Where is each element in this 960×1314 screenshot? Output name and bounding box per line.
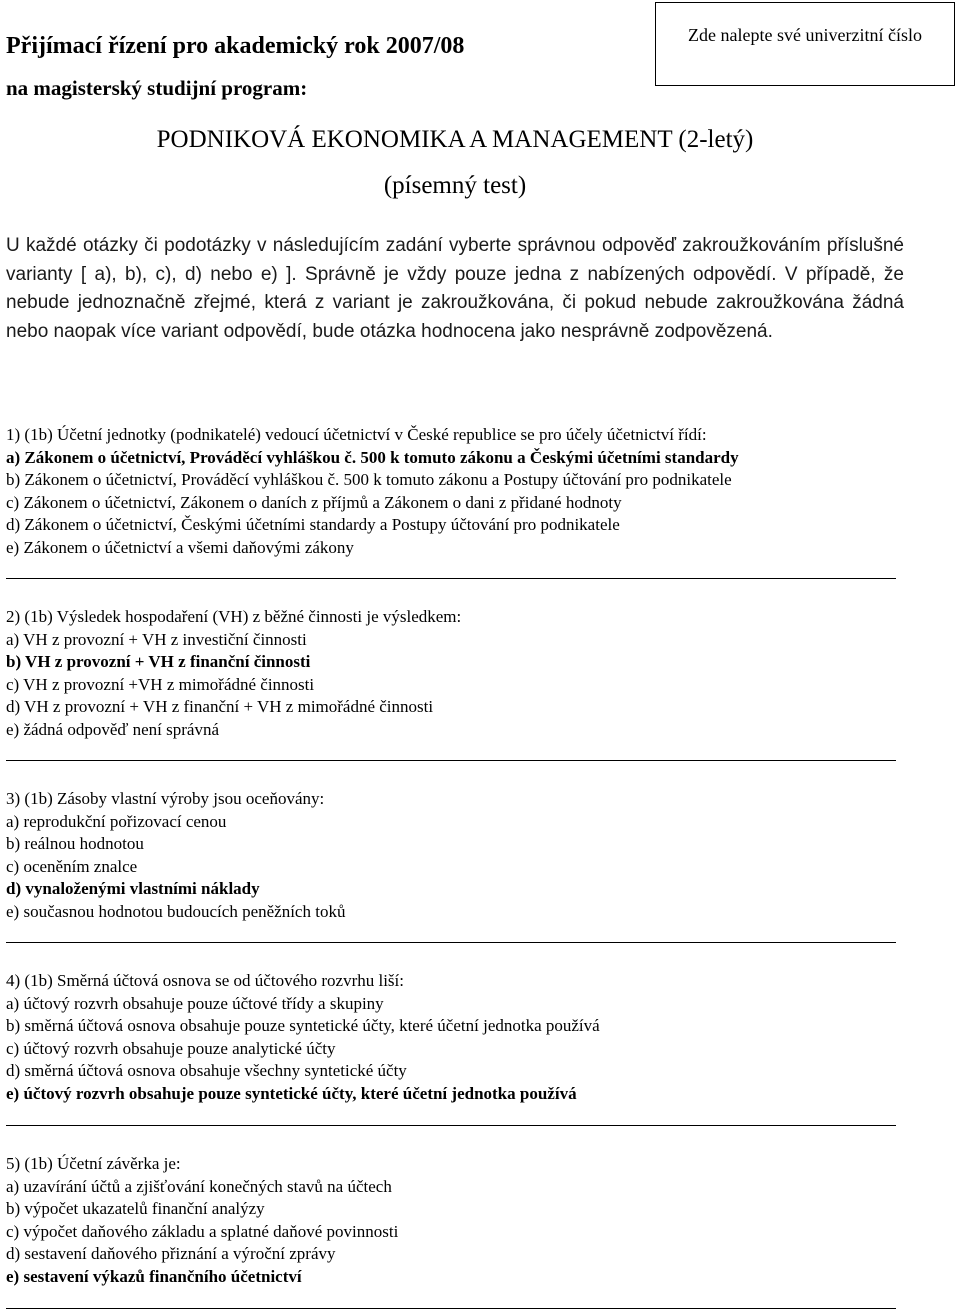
answer-option[interactable]: d) vynaloženými vlastními náklady [6,879,260,899]
answer-separator-line [6,1308,896,1309]
test-type: (písemný test) [383,172,527,199]
question-text: 3) (1b) Zásoby vlastní výroby jsou oceňovány: [6,789,325,808]
question-block [6,788,946,924]
answer-option[interactable]: a) účtový rozvrh obsahuje pouze účtové třídy a skupiny [6,993,384,1013]
answer-separator-line [6,1125,896,1126]
answer-option[interactable]: d) Zákonem o účetnictví, Českými účetními standardy a Postupy účtování pro podnikatele [6,515,620,535]
answer-option[interactable]: c) VH z provozní +VH z mimořádné činnosti [6,674,315,694]
answer-option[interactable]: e) současnou hodnotou budoucích peněžních toků [6,901,346,921]
question-block [6,970,946,1106]
question-block [6,424,946,560]
answer-option[interactable]: d) sestavení daňového přiznání a výroční zprávy [6,1244,336,1264]
answer-option[interactable]: a) reprodukční pořizovací cenou [6,811,227,831]
question-text: 1) (1b) Účetní jednotky (podnikatelé) vedoucí účetnictví v České republice se pro účely účetnictví řídí: [6,425,707,444]
answer-option[interactable]: b) Zákonem o účetnictví, Prováděcí vyhláškou č. 500 k tomuto zákonu a Postupy účtování pro podnikatele [6,470,732,490]
answer-option[interactable]: e) účtový rozvrh obsahuje pouze syntetické účty, které účetní jednotka používá [6,1083,577,1103]
program-name: PODNIKOVÁ EKONOMIKA A MANAGEMENT (2-letý) [156,126,754,153]
question-text: 4) (1b) Směrná účtová osnova se od účtového rozvrhu liší: [6,971,404,990]
answer-option[interactable]: b) výpočet ukazatelů finanční analýzy [6,1199,265,1219]
question-text: 2) (1b) Výsledek hospodaření (VH) z běžné činnosti je výsledkem: [6,607,462,626]
page-title: Přijímací řízení pro akademický rok 2007/08 [6,33,465,59]
answer-option[interactable]: e) sestavení výkazů finančního účetnictví [6,1266,302,1286]
student-id-sticker-box [655,2,955,86]
question-text: 5) (1b) Účetní závěrka je: [6,1154,181,1173]
answer-option[interactable]: a) Zákonem o účetnictví, Prováděcí vyhláškou č. 500 k tomuto zákonu a Českými účetními standardy [6,447,739,467]
question-block [6,606,946,742]
answer-separator-line [6,578,896,579]
answer-option[interactable]: c) oceněním znalce [6,856,138,876]
answer-separator-line [6,760,896,761]
answer-option[interactable]: d) směrná účtová osnova obsahuje všechny syntetické účty [6,1061,407,1081]
question-block [6,1153,946,1289]
answer-option[interactable]: c) výpočet daňového základu a splatné daňové povinnosti [6,1221,399,1241]
answer-option[interactable]: a) uzavírání účtů a zjišťování konečných stavů na účtech [6,1176,392,1196]
program-type-label: na magisterský studijní program: [6,76,308,100]
instructions: U každé otázky či podotázky v následujícím zadání vyberte správnou odpověď zakroužkováním příslušné varianty [ a), b), c), d) nebo e) ]. Správně je vždy pouze jedna z nabízených odpovědí. V případě, že nebude jednoznačně zřejmé, která z variant je zakroužkována, či pokud nebude zakroužkována žádná nebo naopak více variant odpovědí, bude otázka hodnocena jako nesprávně zodpovězená. [6,235,904,342]
answer-option[interactable]: d) VH z provozní + VH z finanční + VH z mimořádné činnosti [6,697,434,717]
sticker-label: Zde nalepte své univerzitní číslo [688,25,922,45]
answer-option[interactable]: e) Zákonem o účetnictví a všemi daňovými zákony [6,537,354,557]
answer-option[interactable]: b) VH z provozní + VH z finanční činnosti [6,652,311,672]
answer-separator-line [6,942,896,943]
answer-option[interactable]: e) žádná odpověď není správná [6,719,220,739]
answer-option[interactable]: c) Zákonem o účetnictví, Zákonem o daních z příjmů a Zákonem o dani z přidané hodnoty [6,492,622,512]
answer-option[interactable]: b) směrná účtová osnova obsahuje pouze syntetické účty, které účetní jednotka používá [6,1016,600,1036]
answer-option[interactable]: a) VH z provozní + VH z investiční činnosti [6,629,307,649]
answer-option[interactable]: b) reálnou hodnotou [6,834,144,854]
answer-option[interactable]: c) účtový rozvrh obsahuje pouze analytické účty [6,1038,336,1058]
